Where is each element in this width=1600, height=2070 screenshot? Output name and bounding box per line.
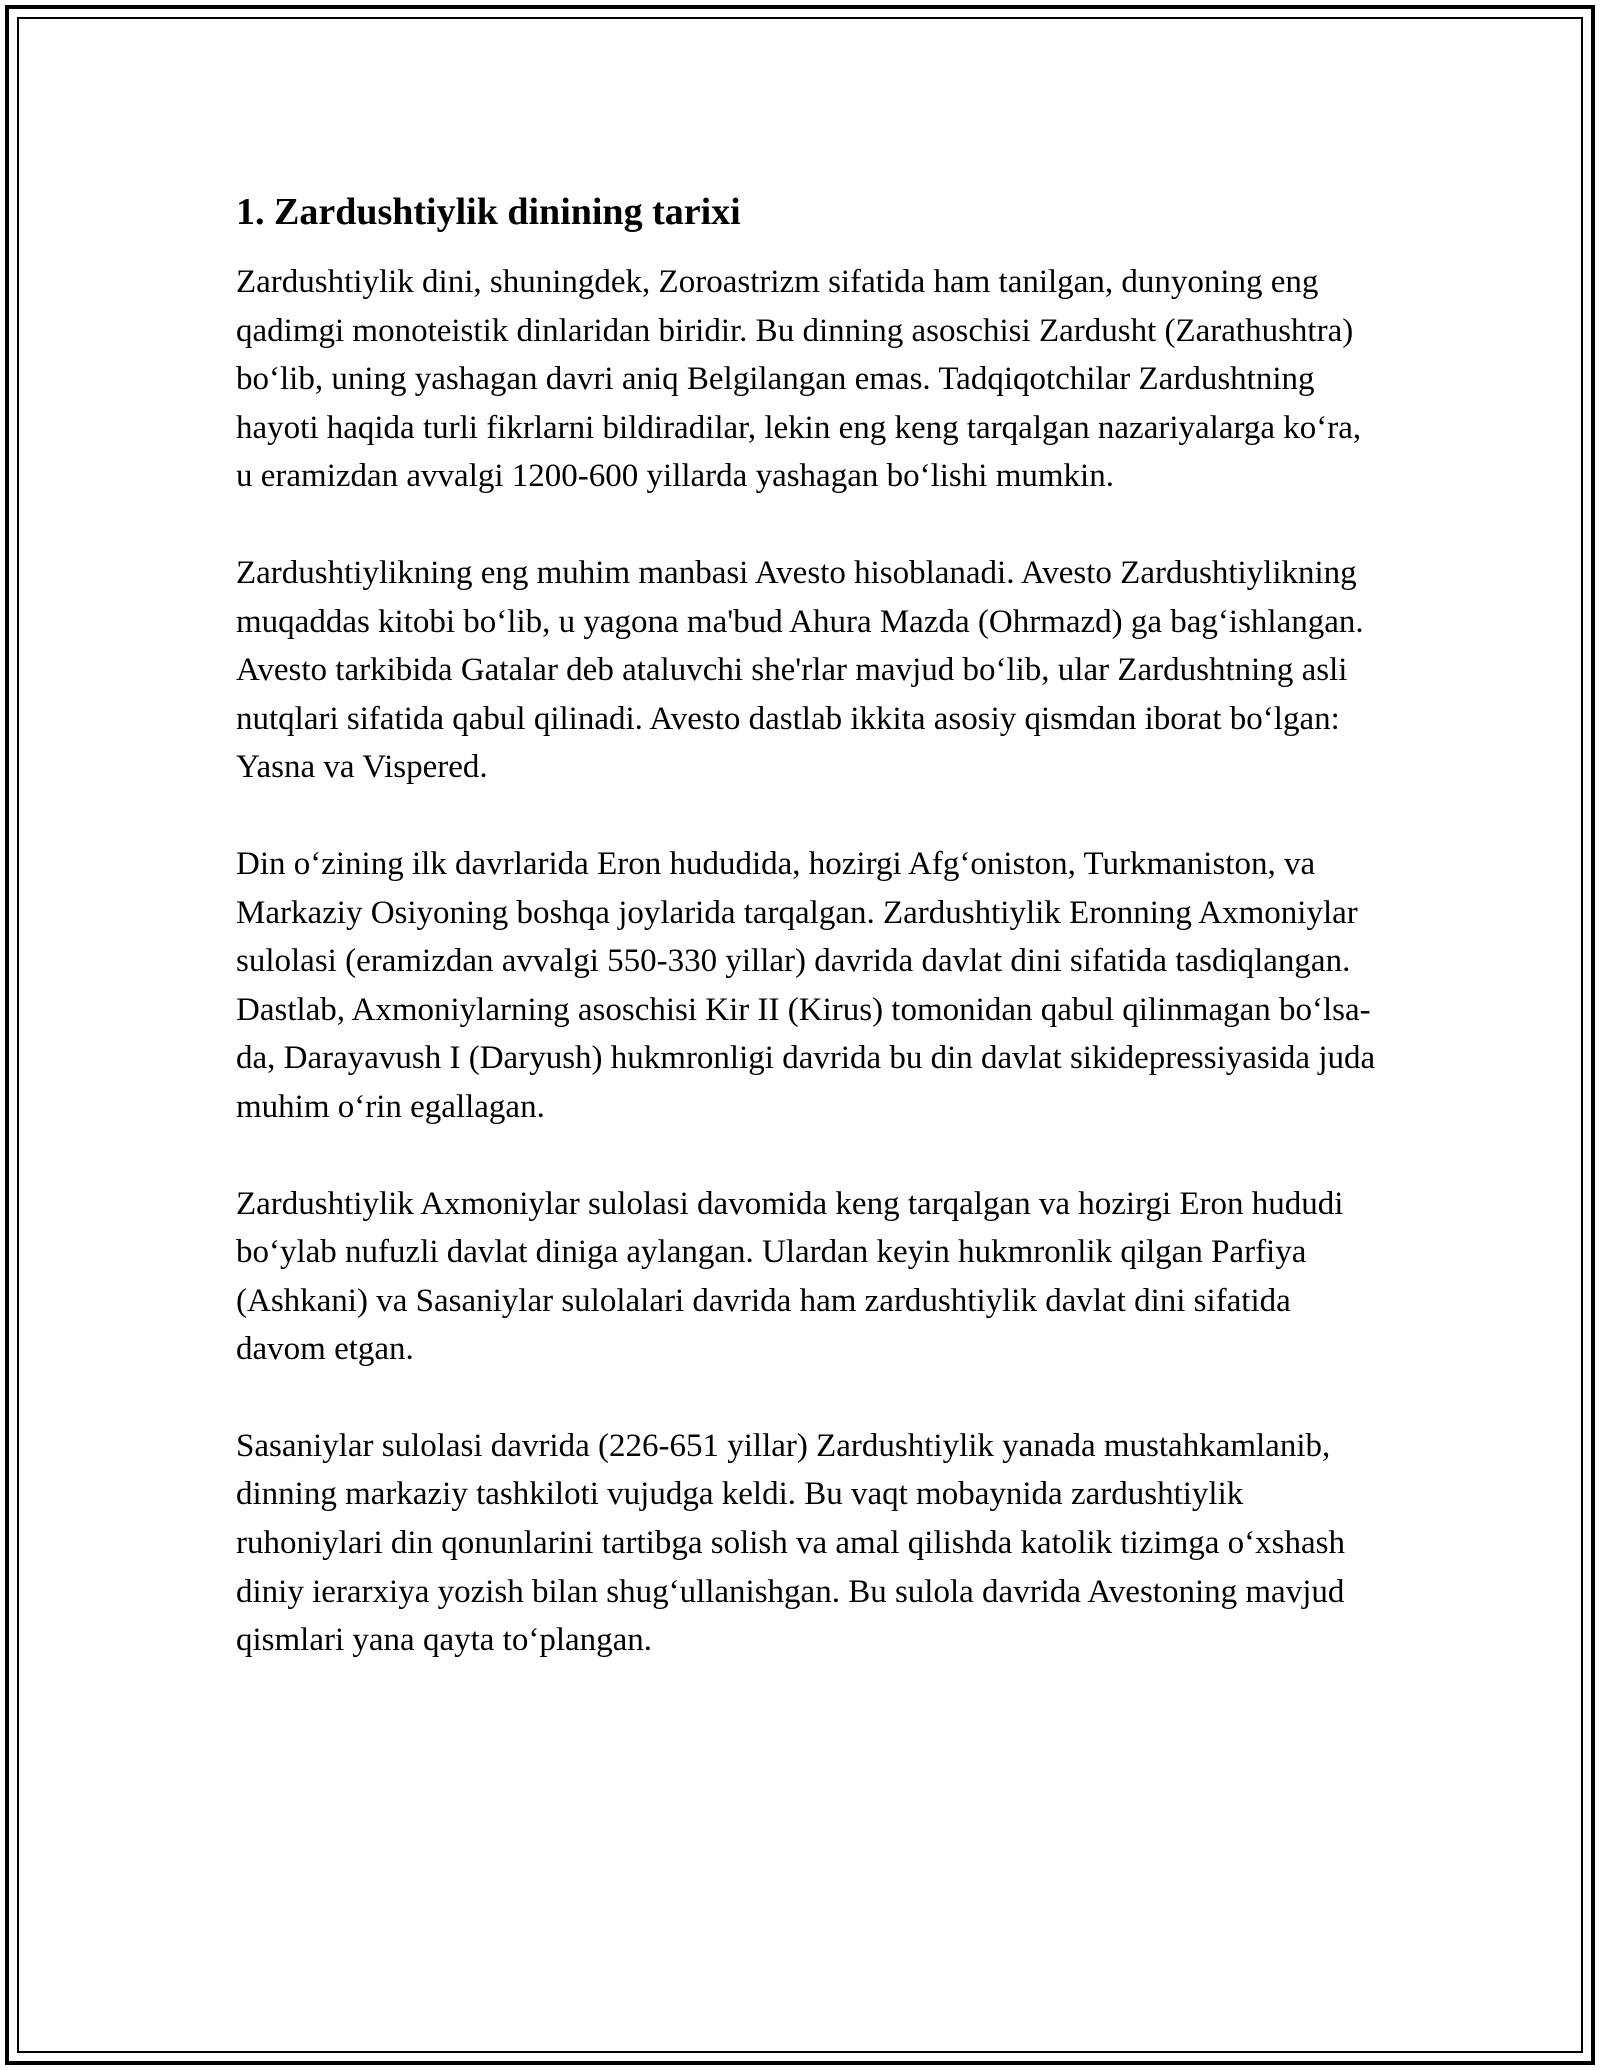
- paragraph-sasanian: Sasaniylar sulolasi davrida (226-651 yillar) Zardushtiylik yanada mustahkamlanib, dinning markaziy tashkiloti vujudga keldi. Bu vaqt mobaynida zardushtiylik ruhoniylari din qonunlarini tartibga solish va amal qilishda katolik tizimga o‘xshash diniy ierarxiya yozish bilan shug‘ullanishgan. Bu sulola davrida Avestoning mavjud qismlari yana qayta to‘plangan.: [236, 1427, 1345, 1659]
- paragraph-avesto: Zardushtiylikning eng muhim manbasi Avesto hisoblanadi. Avesto Zardushtiylikning muqaddas kitobi bo‘lib, u yagona ma'bud Ahura Mazda (Ohrmazd) ga bag‘ishlangan. Avesto tarkibida Gatalar deb ataluvchi she'rlar mavjud bo‘lib, ular Zardushtning asli nutqlari sifatida qabul qilinadi. Avesto dastlab ikkita asosiy qismdan iborat bo‘lgan: Yasna va Vispered.: [236, 554, 1364, 786]
- document-body: [236, 186, 1376, 1713]
- paragraph-state-religion: Zardushtiylik Axmoniylar sulolasi davomida keng tarqalgan va hozirgi Eron hududi bo‘ylab nufuzli davlat diniga aylangan. Ulardan keyin hukmronlik qilgan Parfiya (Ashkani) va Sasaniylar sulolalari davrida ham zardushtiylik davlat dini sifatida davom etgan.: [236, 1185, 1344, 1368]
- paragraph-origins: Zardushtiylik dini, shuningdek, Zoroastrizm sifatida ham tanilgan, dunyoning eng qadimgi monoteistik dinlaridan biridir. Bu dinning asoschisi Zardusht (Zarathushtra) bo‘lib, uning yashagan davri aniq Belgilangan emas. Tadqiqotchilar Zardushtning hayoti haqida turli fikrlarni bildiradilar, lekin eng keng tarqalgan nazariyalarga ko‘ra, u eramizdan avvalgi 1200-600 yillarda yashagan bo‘lishi mumkin.: [236, 264, 1362, 495]
- section-heading: 1. Zardushtiylik dinining tarixi: [236, 191, 741, 233]
- paragraph-spread: Din o‘zining ilk davrlarida Eron hududida, hozirgi Afg‘oniston, Turkmaniston, va Markaziy Osiyoning boshqa joylarida tarqalgan. Zardushtiylik Eronning Axmoniylar sulolasi (eramizdan avvalgi 550-330 yillar) davrida davlat dini sifatida tasdiqlangan. Dastlab, Axmoniylarning asoschisi Kir II (Kirus) tomonidan qabul qilinmagan bo‘lsa-da, Darayavush I (Daryush) hukmronligi davrida bu din davlat sikidepressiyasida juda muhim o‘rin egallagan.: [236, 845, 1376, 1125]
